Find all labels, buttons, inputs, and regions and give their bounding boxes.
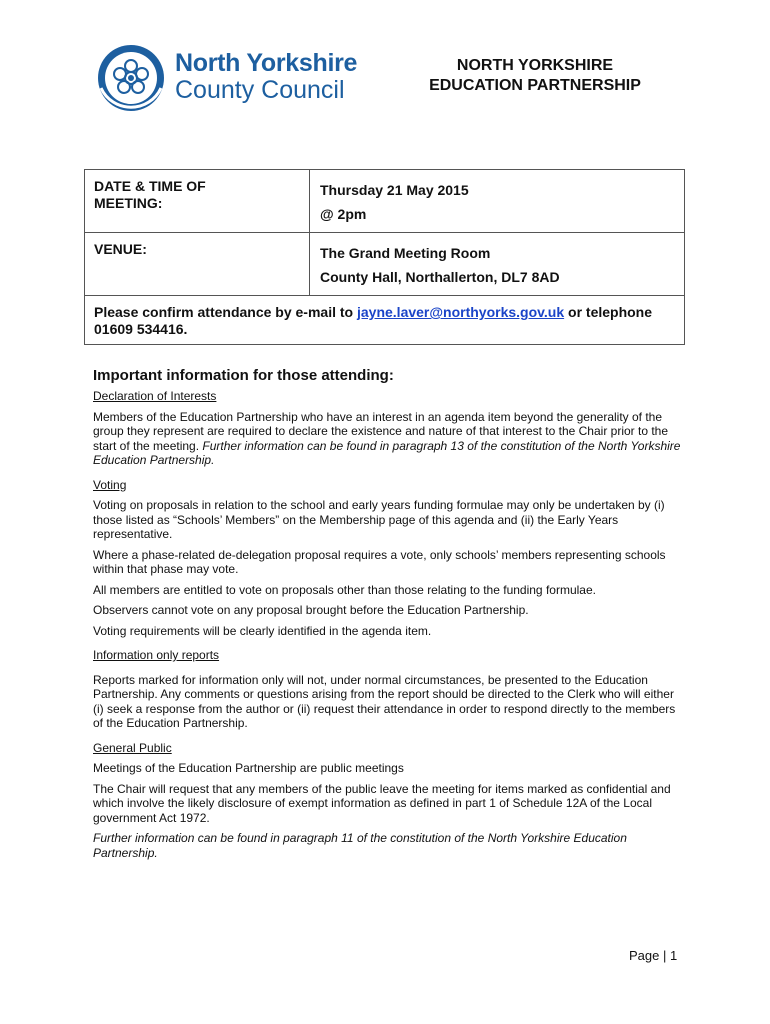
date-label-cell [85, 170, 310, 233]
date-value: Thursday 21 May 2015 [320, 182, 469, 198]
meeting-details-table [84, 169, 685, 345]
venue-label: VENUE: [85, 233, 310, 296]
council-logo [95, 40, 395, 118]
title-line1: NORTH YORKSHIRE [456, 57, 614, 74]
venue-value-cell [310, 233, 685, 296]
public-italic: Further information can be found in paragraph 11 of the constitution of the North Yorkshire Education Partnership. [93, 831, 627, 860]
reports-text: Reports marked for information only will not, under normal circumstances, be presented to the Education Partnership. Any comments or questions arising from the report should be directed to the Clerk who will either (i) seek a response from the author or (ii) request their attendance in order to respond directly to the members of the Education Partnership. [93, 672, 676, 730]
voting-paragraph: Observers cannot vote on any proposal brought before the Education Partnership. [93, 603, 529, 617]
title-line2: EDUCATION PARTNERSHIP [429, 77, 641, 94]
date-row [85, 170, 685, 233]
document-title [400, 56, 670, 96]
date-label-line1: DATE & TIME OF [94, 178, 206, 194]
reports-heading: Information only reports [93, 648, 220, 662]
attendance-info [93, 366, 683, 866]
rose-emblem-icon [95, 42, 167, 114]
date-label-line2: MEETING: [94, 195, 163, 211]
voting-paragraph: Where a phase-related de-delegation proposal requires a vote, only schools’ members representing schools within that phase may vote. [93, 547, 666, 576]
confirm-row [85, 296, 685, 345]
declaration-body: Members of the Education Partnership who have an interest in an agenda item beyond the generality of the group they represent are required to declare the existence and nature of that interest to the Chair prior to the start of the meeting. [93, 409, 669, 453]
voting-paragraph: All members are entitled to vote on proposals other than those relating to the funding formulae. [93, 582, 596, 597]
voting-heading: Voting [93, 477, 127, 492]
voting-paragraph: Voting on proposals in relation to the school and early years funding formulae may only be undertaken by (i) those listed as “Schools’ Members” on the Membership page of this agenda and (ii) the Early Years representative. [93, 498, 665, 541]
time-value: @ 2pm [320, 206, 367, 222]
declaration-heading: Declaration of Interests [93, 389, 217, 403]
logo-line1: North Yorkshire [175, 49, 358, 77]
info-heading: Important information for those attending: [93, 367, 394, 384]
venue-line1: The Grand Meeting Room [320, 245, 491, 261]
public-text-1: Meetings of the Education Partnership are public meetings [93, 761, 404, 775]
confirm-prefix: Please confirm attendance by e-mail to [94, 304, 354, 320]
logo-line2: County Council [175, 76, 345, 104]
confirm-cell [85, 296, 685, 345]
page-number: Page | 1 [629, 948, 678, 963]
declaration-text [93, 410, 683, 468]
venue-line2: County Hall, Northallerton, DL7 8AD [320, 269, 560, 285]
voting-paragraph: Voting requirements will be clearly identified in the agenda item. [93, 623, 432, 638]
declaration-italic: Further information can be found in paragraph 13 of the constitution of the North Yorkshire Education Partnership. [93, 438, 681, 467]
venue-row [85, 233, 685, 296]
email-link[interactable]: jayne.laver@northyorks.gov.uk [356, 304, 565, 320]
public-text-2: The Chair will request that any members of the public leave the meeting for items marked as confidential and which involve the likely disclosure of exempt information as defined in part 1 of Schedule 12A of the Local government Act 1972. [93, 781, 671, 825]
confirm-suffix: or telephone 01609 534416. [94, 304, 653, 337]
date-value-cell [310, 170, 685, 233]
public-heading: General Public [93, 740, 172, 755]
logo-wordmark [175, 50, 357, 103]
